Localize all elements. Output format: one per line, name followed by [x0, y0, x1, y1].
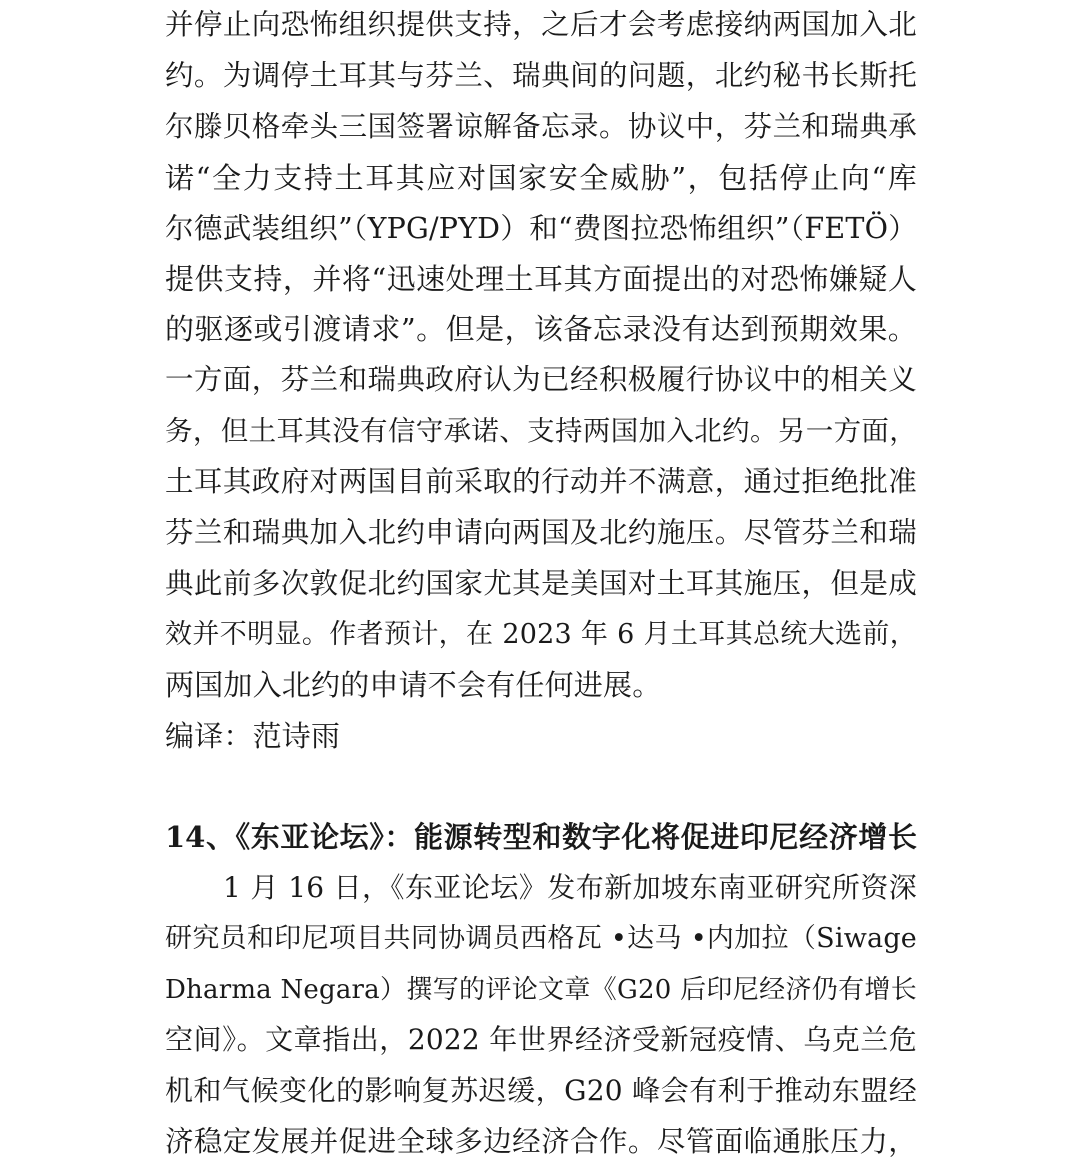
text-line: 并停止向恐怖组织提供支持，之后才会考虑接纳两国加入北 — [165, 8, 917, 41]
text-line: 济稳定发展并促进全球多边经济合作。尽管面临通胀压力， — [165, 1125, 917, 1158]
text-line: 芬兰和瑞典加入北约申请向两国及北约施压。尽管芬兰和瑞 — [165, 516, 917, 549]
text-line: 1 月 16 日，《东亚论坛》发布新加坡东南亚研究所资深 — [223, 871, 917, 904]
text-line: 机和气候变化的影响复苏迟缓，G20 峰会有利于推动东盟经 — [165, 1074, 917, 1107]
text-line: 尔德武装组织”（YPG/PYD）和“费图拉恐怖组织”（FETÖ） — [165, 212, 917, 245]
text-line: 一方面，芬兰和瑞典政府认为已经积极履行协议中的相关义 — [165, 363, 917, 396]
text-line: 空间》。文章指出，2022 年世界经济受新冠疫情、乌克兰危 — [165, 1023, 917, 1056]
section-heading: 14、《东亚论坛》：能源转型和数字化将促进印尼经济增长 — [165, 820, 917, 854]
text-line: 研究员和印尼项目共同协调员西格瓦 •达马 •内加拉（Siwage — [165, 923, 917, 954]
text-line: 效并不明显。作者预计，在 2023 年 6 月土耳其总统大选前， — [165, 619, 917, 650]
translator-credit: 编译：范诗雨 — [165, 719, 341, 753]
text-line: 约。为调停土耳其与芬兰、瑞典间的问题，北约秘书长斯托 — [165, 59, 917, 92]
text-line: 诺“全力支持土耳其应对国家安全威胁”，包括停止向“库 — [165, 161, 917, 195]
text-line: 两国加入北约的申请不会有任何进展。 — [165, 668, 662, 702]
text-line: 典此前多次敦促北约国家尤其是美国对土耳其施压，但是成 — [165, 567, 917, 600]
text-line: 土耳其政府对两国目前采取的行动并不满意，通过拒绝批准 — [165, 465, 917, 498]
text-line: 务，但土耳其没有信守承诺、支持两国加入北约。另一方面， — [165, 415, 917, 447]
text-line: 提供支持，并将“迅速处理土耳其方面提出的对恐怖嫌疑人 — [165, 262, 917, 296]
text-line: Dharma Negara）撰写的评论文章《G20 后印尼经济仍有增长 — [165, 975, 917, 1005]
text-line: 尔滕贝格牵头三国签署谅解备忘录。协议中，芬兰和瑞典承 — [165, 110, 917, 143]
text-line: 的驱逐或引渡请求”。但是，该备忘录没有达到预期效果。 — [165, 312, 917, 346]
